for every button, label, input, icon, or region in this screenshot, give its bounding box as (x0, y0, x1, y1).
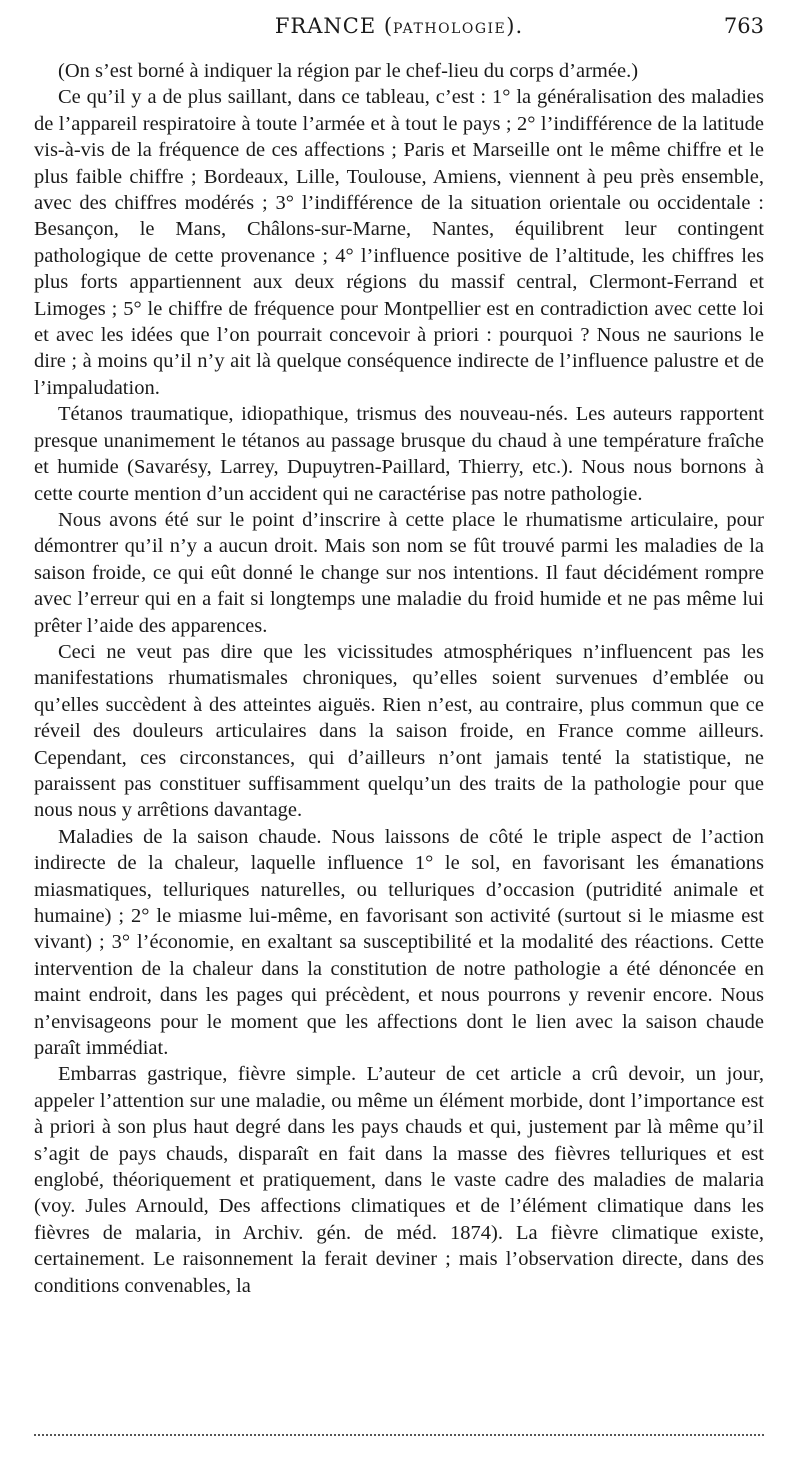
paragraph: Ceci ne veut pas dire que les vicissitudes atmosphériques n’influencent pas les manifestations rhumatismales chroniques, qu’elles soient survenues d’emblée ou qu’elles succèdent à des atteintes aiguës. Rien n’est, au contraire, plus commun que ce réveil des douleurs articulaires dans la saison froide, en France comme ailleurs. Cependant, ces circonstances, qui d’ailleurs n’ont jamais tenté la statistique, ne paraissent pas constituer suffisamment quelqu’un des traits de la pathologie pour que nous nous y arrêtions davantage. (34, 640, 764, 822)
paragraph: Nous avons été sur le point d’inscrire à cette place le rhumatisme articulaire, pour démontrer qu’il n’y a aucun droit. Mais son nom se fût trouvé parmi les maladies de la saison froide, ce qui eût donné le change sur nos intentions. Il faut décidément rompre avec l’erreur qui en a fait si longtemps une maladie du froid humide et ne pas même lui prêter l’aide des apparences. (34, 508, 764, 637)
paragraph: Maladies de la saison chaude. Nous laissons de côté le triple aspect de l’action indirecte de la chaleur, laquelle influence 1° le sol, en favorisant les émanations miasmatiques, telluriques naturelles, ou telluriques d’occasion (putridité animale et humaine) ; 2° le miasme lui-même, en favorisant son activité (surtout si le miasme est vivant) ; 3° l’économie, en exaltant sa susceptibilité et la modalité des réactions. Cette intervention de la chaleur dans la constitution de notre pathologie a été dénoncée en maint endroit, dans les pages qui précèdent, et nous pourrons y revenir encore. Nous n’envisageons pour le moment que les affections dont le lien avec la saison chaude paraît immédiat. (34, 825, 764, 1060)
paragraph: (On s’est borné à indiquer la région par le chef-lieu du corps d’armée.) (58, 60, 639, 82)
page-number: 763 (723, 14, 764, 38)
page-header (34, 14, 764, 48)
body-text (34, 58, 764, 1299)
paragraph: Tétanos traumatique, idiopathique, trismus des nouveau-nés. Les auteurs rapportent presque unanimement le tétanos au passage brusque du chaud à une température fraîche et humide (Savarésy, Larrey, Dupuytren-Paillard, Thierry, etc.). Nous nous bornons à cette courte mention d’un accident qui ne caractérise pas notre pathologie. (34, 403, 764, 505)
running-title-end: ). (506, 14, 524, 38)
footer-dotted-rule (34, 1434, 764, 1442)
running-title-main: FRANCE ( (274, 14, 394, 38)
paragraph: Embarras gastrique, fièvre simple. L’auteur de cet article a crû devoir, un jour, appeler l’attention sur une maladie, ou même un élément morbide, dont l’importance est à priori à son plus haut degré dans les pays chauds et qui, justement par là même qu’il s’agit de pays chauds, disparaît en fait dans la masse des fièvres telluriques et est englobé, théoriquement et pratiquement, dans le vaste cadre des maladies de malaria (voy. Jules Arnould, Des affections climatiques et de l’élément climatique dans les fièvres de malaria, in Archiv. gén. de méd. 1874). La fièvre climatique existe, certainement. Le raisonnement la ferait deviner ; mais l’observation directe, dans des conditions convenables, la (34, 1063, 764, 1297)
running-title (34, 14, 764, 38)
running-title-smallcaps: PATHOLOGIE (393, 21, 507, 37)
paragraph: Ce qu’il y a de plus saillant, dans ce tableau, c’est : 1° la généralisation des maladies de l’appareil respiratoire à toute l’armée et à tout le pays ; 2° l’indifférence de la latitude vis-à-vis de la fréquence de ces affections ; Paris et Marseille ont le même chiffre et le plus faible chiffre ; Bordeaux, Lille, Toulouse, Amiens, viennent à peu près ensemble, avec des chiffres modérés ; 3° l’indifférence de la situation orientale ou occidentale : Besançon, le Mans, Châlons-sur-Marne, Nantes, équilibrent leur contingent pathologique de cette provenance ; 4° l’influence positive de l’altitude, les chiffres les plus forts appartiennent aux deux régions du massif central, Clermont-Ferrand et Limoges ; 5° le chiffre de fréquence pour Montpellier est en contradiction avec cette loi et avec les idées que l’on pourrait concevoir à priori : pourquoi ? Nous ne saurions le dire ; à moins qu’il n’y ait là quelque conséquence indirecte de l’influence palustre et de l’impaludation. (34, 86, 764, 399)
